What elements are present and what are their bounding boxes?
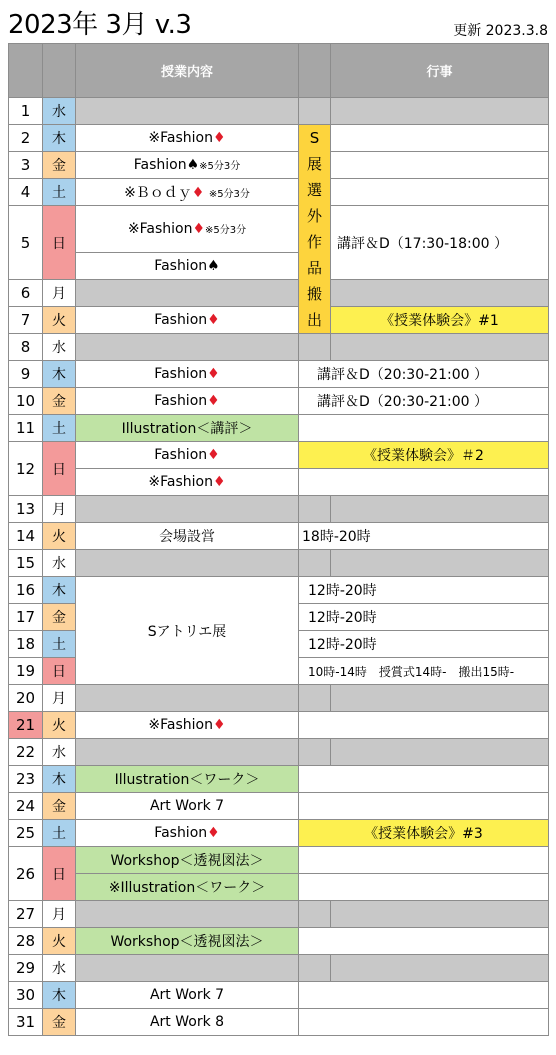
content-cell bbox=[76, 685, 299, 712]
weekday: 土 bbox=[43, 415, 76, 442]
table-row bbox=[9, 874, 549, 901]
event-cell: 12時-20時 bbox=[299, 604, 549, 631]
weekday: 日 bbox=[43, 658, 76, 685]
day-number: 16 bbox=[9, 577, 43, 604]
event-cell bbox=[331, 901, 549, 928]
table-row bbox=[9, 307, 549, 334]
table-row bbox=[9, 280, 549, 307]
day-number: 22 bbox=[9, 739, 43, 766]
table-row bbox=[9, 793, 549, 820]
content-cell bbox=[76, 442, 299, 469]
event-cell bbox=[331, 179, 549, 206]
weekday: 金 bbox=[43, 152, 76, 179]
spacer-cell bbox=[299, 334, 331, 361]
table-row bbox=[9, 928, 549, 955]
event-cell bbox=[299, 847, 549, 874]
content-cell bbox=[76, 550, 299, 577]
event-cell: 講評＆D（20:30-21:00 ） bbox=[299, 388, 549, 415]
table-row bbox=[9, 496, 549, 523]
event-cell: 《授業体験会》＃2 bbox=[299, 442, 549, 469]
weekday: 日 bbox=[43, 847, 76, 901]
diamond-icon: ♦ bbox=[207, 312, 220, 328]
table-row bbox=[9, 550, 549, 577]
day-number: 23 bbox=[9, 766, 43, 793]
weekday: 水 bbox=[43, 334, 76, 361]
weekday: 土 bbox=[43, 179, 76, 206]
spacer-cell bbox=[299, 550, 331, 577]
header-weekday bbox=[43, 44, 76, 98]
content-cell bbox=[76, 179, 299, 206]
content-cell bbox=[76, 361, 299, 388]
s-block-char: 作 bbox=[306, 233, 322, 251]
diamond-icon: ♦ bbox=[207, 366, 220, 382]
content-cell bbox=[76, 280, 299, 307]
table-row bbox=[9, 577, 549, 604]
weekday: 木 bbox=[43, 766, 76, 793]
table-row bbox=[9, 334, 549, 361]
content-cell bbox=[76, 820, 299, 847]
event-cell bbox=[331, 496, 549, 523]
table-row bbox=[9, 388, 549, 415]
table-row bbox=[9, 955, 549, 982]
table-row bbox=[9, 442, 549, 469]
day-number: 6 bbox=[9, 280, 43, 307]
diamond-icon: ♦ bbox=[213, 474, 226, 490]
day-number: 29 bbox=[9, 955, 43, 982]
content-cell: Art Work 7 bbox=[76, 982, 299, 1009]
day-number: 24 bbox=[9, 793, 43, 820]
diamond-icon: ♦ bbox=[207, 393, 220, 409]
event-cell bbox=[331, 334, 549, 361]
day-number: 31 bbox=[9, 1009, 43, 1036]
weekday: 日 bbox=[43, 206, 76, 280]
event-cell bbox=[299, 415, 549, 442]
header-row bbox=[9, 44, 549, 98]
content-cell bbox=[76, 206, 299, 253]
header-spacer bbox=[299, 44, 331, 98]
table-row bbox=[9, 125, 549, 152]
event-cell: 18時-20時 bbox=[299, 523, 549, 550]
weekday: 金 bbox=[43, 604, 76, 631]
content-cell bbox=[76, 334, 299, 361]
class-name: Fashion bbox=[154, 366, 208, 382]
spacer-cell bbox=[299, 901, 331, 928]
content-cell bbox=[76, 901, 299, 928]
event-cell: 講評＆D（17:30-18:00 ） bbox=[331, 206, 549, 280]
content-cell: Illustration＜講評＞ bbox=[76, 415, 299, 442]
note: ※5分3分 bbox=[208, 189, 250, 200]
event-cell bbox=[299, 712, 549, 739]
weekday: 水 bbox=[43, 739, 76, 766]
s-block-char: 搬 bbox=[306, 285, 322, 303]
class-name: ※Fashion bbox=[148, 717, 213, 733]
table-row bbox=[9, 901, 549, 928]
spade-icon: ♠ bbox=[186, 157, 200, 173]
table-row bbox=[9, 820, 549, 847]
note: ※5分3分 bbox=[205, 225, 247, 236]
note: ※5分3分 bbox=[199, 161, 241, 172]
event-cell bbox=[331, 550, 549, 577]
content-cell bbox=[76, 739, 299, 766]
spacer-cell bbox=[299, 685, 331, 712]
content-cell bbox=[76, 469, 299, 496]
content-cell bbox=[76, 125, 299, 152]
day-number: 12 bbox=[9, 442, 43, 496]
table-row bbox=[9, 206, 549, 253]
event-cell bbox=[331, 152, 549, 179]
content-cell bbox=[76, 152, 299, 179]
diamond-icon: ♦ bbox=[213, 717, 226, 733]
content-cell: ※Illustration＜ワーク＞ bbox=[76, 874, 299, 901]
day-number: 27 bbox=[9, 901, 43, 928]
spacer-cell bbox=[299, 496, 331, 523]
content-cell: 会場設営 bbox=[76, 523, 299, 550]
table-row bbox=[9, 685, 549, 712]
table-row bbox=[9, 1009, 549, 1036]
page-title: 2023年 3月 v.3 bbox=[8, 10, 192, 40]
day-number: 4 bbox=[9, 179, 43, 206]
content-cell bbox=[76, 253, 299, 280]
content-cell: Illustration＜ワーク＞ bbox=[76, 766, 299, 793]
day-number: 7 bbox=[9, 307, 43, 334]
diamond-icon: ♦ bbox=[213, 130, 226, 146]
table-row bbox=[9, 361, 549, 388]
content-cell: Art Work 7 bbox=[76, 793, 299, 820]
event-cell: 10時-14時 授賞式14時- 搬出15時- bbox=[299, 658, 549, 685]
s-block-char: 出 bbox=[306, 311, 322, 329]
class-name: Fashion bbox=[154, 258, 208, 274]
table-row bbox=[9, 469, 549, 496]
diamond-icon: ♦ bbox=[191, 185, 205, 201]
event-cell bbox=[299, 982, 549, 1009]
content-cell bbox=[76, 955, 299, 982]
day-number: 13 bbox=[9, 496, 43, 523]
diamond-icon: ♦ bbox=[192, 221, 206, 237]
diamond-icon: ♦ bbox=[207, 825, 220, 841]
weekday: 水 bbox=[43, 98, 76, 125]
weekday: 月 bbox=[43, 496, 76, 523]
content-cell bbox=[76, 388, 299, 415]
day-number: 10 bbox=[9, 388, 43, 415]
event-cell bbox=[299, 793, 549, 820]
day-number: 8 bbox=[9, 334, 43, 361]
weekday: 火 bbox=[43, 523, 76, 550]
spacer-cell bbox=[299, 955, 331, 982]
weekday: 土 bbox=[43, 820, 76, 847]
s-block-char: 展 bbox=[306, 155, 322, 173]
content-cell bbox=[76, 496, 299, 523]
class-name: ※Ｂｏｄｙ bbox=[124, 185, 192, 201]
event-cell bbox=[299, 928, 549, 955]
table-row bbox=[9, 982, 549, 1009]
day-number: 11 bbox=[9, 415, 43, 442]
diamond-icon: ♦ bbox=[207, 447, 220, 463]
day-number: 25 bbox=[9, 820, 43, 847]
day-number: 14 bbox=[9, 523, 43, 550]
day-number: 28 bbox=[9, 928, 43, 955]
class-name: Fashion bbox=[154, 393, 208, 409]
event-cell bbox=[299, 1009, 549, 1036]
event-cell bbox=[299, 469, 549, 496]
weekday: 金 bbox=[43, 793, 76, 820]
day-number: 26 bbox=[9, 847, 43, 901]
table-row bbox=[9, 712, 549, 739]
weekday: 水 bbox=[43, 955, 76, 982]
weekday: 火 bbox=[43, 712, 76, 739]
content-cell: Workshop＜透視図法＞ bbox=[76, 928, 299, 955]
event-cell bbox=[299, 766, 549, 793]
event-cell: 《授業体験会》#1 bbox=[331, 307, 549, 334]
table-row bbox=[9, 179, 549, 206]
event-cell: 12時-20時 bbox=[299, 577, 549, 604]
day-number: 2 bbox=[9, 125, 43, 152]
table-row bbox=[9, 415, 549, 442]
s-block-char: S bbox=[309, 129, 320, 147]
class-name: ※Fashion bbox=[127, 221, 193, 237]
event-cell: 12時-20時 bbox=[299, 631, 549, 658]
day-number: 21 bbox=[9, 712, 43, 739]
event-cell bbox=[331, 955, 549, 982]
day-number: 15 bbox=[9, 550, 43, 577]
event-cell bbox=[331, 739, 549, 766]
weekday: 日 bbox=[43, 442, 76, 496]
spacer-cell bbox=[299, 739, 331, 766]
weekday: 月 bbox=[43, 901, 76, 928]
table-row bbox=[9, 523, 549, 550]
header-content: 授業内容 bbox=[76, 44, 299, 98]
s-exhibition-block bbox=[299, 125, 331, 334]
class-name: ※Fashion bbox=[148, 474, 213, 490]
header-events: 行事 bbox=[331, 44, 549, 98]
event-cell bbox=[331, 125, 549, 152]
weekday: 木 bbox=[43, 982, 76, 1009]
event-cell: 講評＆D（20:30-21:00 ） bbox=[299, 361, 549, 388]
event-cell bbox=[331, 685, 549, 712]
weekday: 金 bbox=[43, 1009, 76, 1036]
content-cell: Workshop＜透視図法＞ bbox=[76, 847, 299, 874]
spade-icon: ♠ bbox=[207, 258, 220, 274]
day-number: 9 bbox=[9, 361, 43, 388]
table-row bbox=[9, 98, 549, 125]
day-number: 3 bbox=[9, 152, 43, 179]
class-name: Fashion bbox=[154, 312, 208, 328]
weekday: 水 bbox=[43, 550, 76, 577]
weekday: 土 bbox=[43, 631, 76, 658]
day-number: 18 bbox=[9, 631, 43, 658]
content-cell bbox=[76, 307, 299, 334]
day-number: 1 bbox=[9, 98, 43, 125]
day-number: 5 bbox=[9, 206, 43, 280]
s-block-char: 品 bbox=[306, 259, 322, 277]
weekday: 木 bbox=[43, 577, 76, 604]
table-row bbox=[9, 847, 549, 874]
weekday: 木 bbox=[43, 361, 76, 388]
weekday: 金 bbox=[43, 388, 76, 415]
table-row bbox=[9, 739, 549, 766]
content-cell bbox=[76, 98, 299, 125]
s-block-char: 外 bbox=[306, 207, 322, 225]
weekday: 木 bbox=[43, 125, 76, 152]
class-name: Fashion bbox=[154, 825, 208, 841]
header-day bbox=[9, 44, 43, 98]
event-cell: 《授業体験会》#3 bbox=[299, 820, 549, 847]
weekday: 月 bbox=[43, 685, 76, 712]
weekday: 火 bbox=[43, 928, 76, 955]
updated-date: 更新 2023.3.8 bbox=[453, 23, 548, 39]
day-number: 17 bbox=[9, 604, 43, 631]
s-block-char: 選 bbox=[306, 181, 322, 199]
weekday: 火 bbox=[43, 307, 76, 334]
day-number: 20 bbox=[9, 685, 43, 712]
day-number: 19 bbox=[9, 658, 43, 685]
event-cell bbox=[331, 280, 549, 307]
day-number: 30 bbox=[9, 982, 43, 1009]
weekday: 月 bbox=[43, 280, 76, 307]
content-cell: Art Work 8 bbox=[76, 1009, 299, 1036]
class-name: Fashion bbox=[154, 447, 208, 463]
table-row bbox=[9, 766, 549, 793]
event-cell bbox=[299, 874, 549, 901]
event-cell bbox=[331, 98, 549, 125]
schedule-table bbox=[8, 43, 549, 1036]
spacer-cell bbox=[299, 98, 331, 125]
table-row bbox=[9, 152, 549, 179]
class-name: ※Fashion bbox=[148, 130, 213, 146]
content-cell: Sアトリエ展 bbox=[76, 577, 299, 685]
content-cell bbox=[76, 712, 299, 739]
class-name: Fashion bbox=[133, 157, 187, 173]
